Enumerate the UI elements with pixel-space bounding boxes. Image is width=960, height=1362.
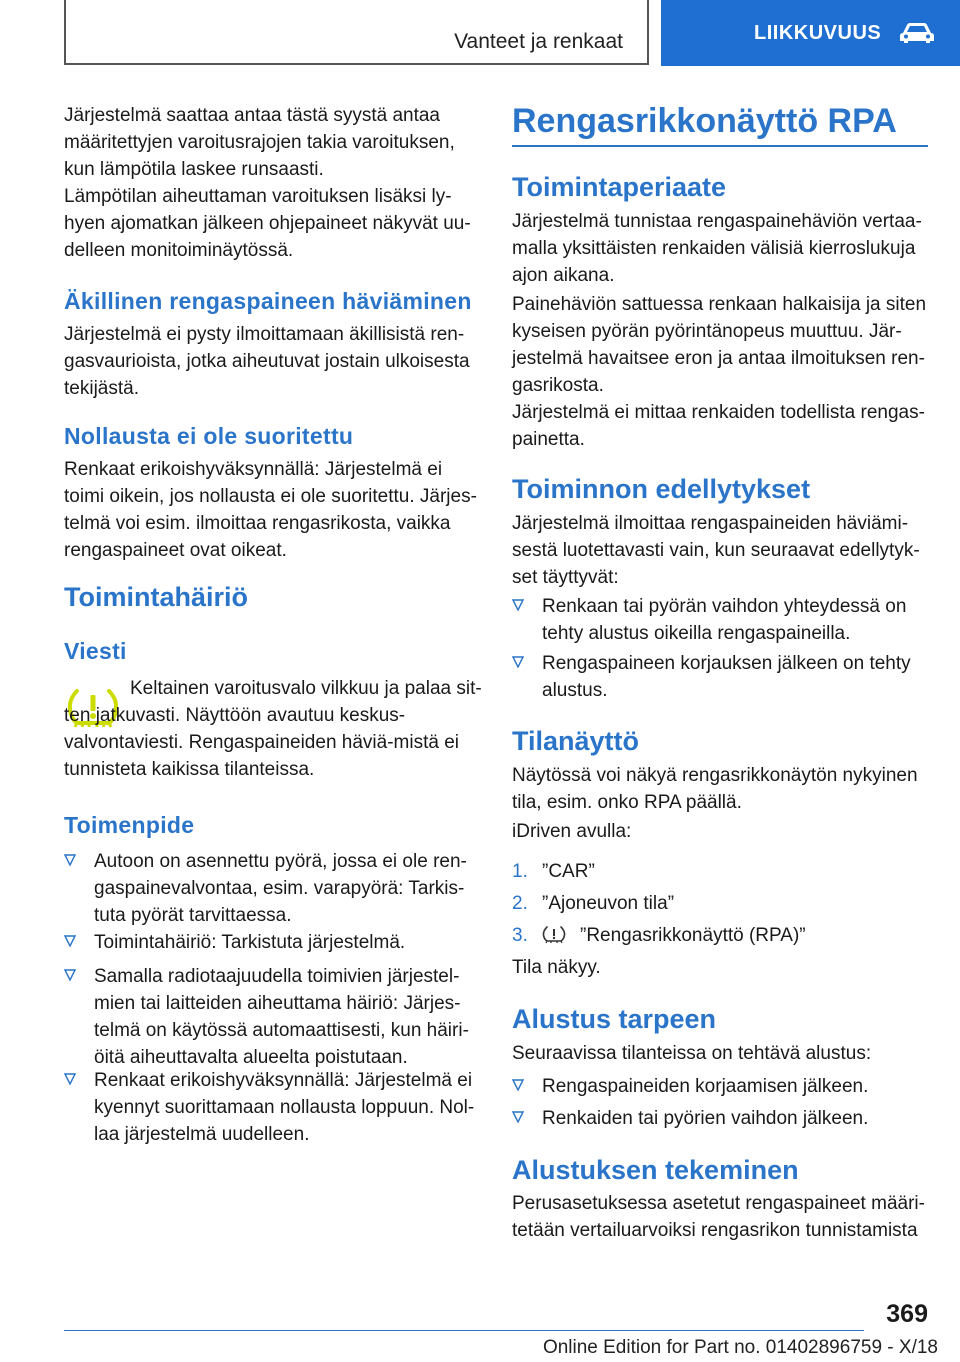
title-underline bbox=[512, 145, 928, 147]
list-item: Samalla radiotaajuudella toimivien järjestel-mien tai laitteiden aiheuttama häiriö: Järjes-telmä on käytössä automaattisesti, kun häiri-öitä aiheuttavalta alueelta poistutaan. bbox=[64, 963, 482, 1071]
list-item: Rengaspaineen korjauksen jälkeen on tehty alustus. bbox=[512, 650, 930, 704]
paragraph: Järjestelmä ei pysty ilmoittamaan äkillisistä ren-gasvaurioista, jotka aiheutuvat jostain ulkoisesta tekijästä. bbox=[64, 324, 470, 399]
heading-init-needed: Alustus tarpeen bbox=[512, 1004, 717, 1034]
paragraph: iDriven avulla: bbox=[512, 821, 632, 842]
paragraph: Seuraavissa tilanteissa on tehtävä alustus: bbox=[512, 1043, 872, 1064]
list-item: Renkaat erikoishyväksynnällä: Järjestelmä ei kyennyt suorittamaan nollausta loppuun. Nol-laa järjestelmä uudelleen. bbox=[64, 1067, 482, 1148]
list-item: 2. ”Ajoneuvon tila” bbox=[512, 893, 675, 914]
heading-requirements: Toiminnon edellytykset bbox=[512, 474, 811, 504]
heading-malfunction: Toimintahäiriö bbox=[64, 582, 249, 612]
bullet-triangle-icon bbox=[512, 1079, 524, 1091]
list-item: Autoon on asennettu pyörä, jossa ei ole ren-gaspainevalvontaa, esim. varapyörä: Tarkis-tuta pyörät tarvittaessa. bbox=[64, 848, 482, 929]
chapter-label: LIIKKUVUUS bbox=[754, 21, 882, 44]
section-title: Vanteet ja renkaat bbox=[454, 30, 623, 53]
paragraph: Järjestelmä saattaa antaa tästä syystä antaa määritettyjen varoitusrajojen takia varoituksen, kun lämpötila laskee runsaasti. bbox=[64, 105, 455, 180]
bullet-triangle-icon bbox=[512, 656, 524, 668]
paragraph: Renkaat erikoishyväksynnällä: Järjestelmä ei toimi oikein, jos nollausta ei ole suoritettu. Järjes-telmä voi esim. ilmoittaa rengasrikosta, vaikka rengaspaineet ovat oikeat. bbox=[64, 459, 477, 561]
bullet-triangle-icon bbox=[64, 969, 76, 981]
bullet-triangle-icon bbox=[64, 854, 76, 866]
paragraph: Näytössä voi näkyä rengasrikkonäytön nykyinen tila, esim. onko RPA päällä. bbox=[512, 765, 918, 813]
paragraph: Tila näkyy. bbox=[512, 957, 601, 978]
list-item: Toimintahäiriö: Tarkistuta järjestelmä. bbox=[64, 929, 482, 956]
heading-message: Viesti bbox=[64, 638, 127, 664]
header-section-box bbox=[64, 0, 649, 65]
list-item: Renkaan tai pyörän vaihdon yhteydessä on tehty alustus oikeilla rengaspaineilla. bbox=[512, 593, 930, 647]
paragraph: Lämpötilan aiheuttaman varoituksen lisäksi ly-hyen ajomatkan jälkeen ohjepaineet näkyvät uu-delleen monitoiminäytössä. bbox=[64, 186, 471, 261]
heading-reset: Nollausta ei ole suoritettu bbox=[64, 423, 354, 449]
heading-do-init: Alustuksen tekeminen bbox=[512, 1155, 799, 1185]
paragraph: Järjestelmä ei mittaa renkaiden todellista rengas-painetta. bbox=[512, 402, 925, 450]
tire-warning-small-icon bbox=[542, 924, 566, 944]
bullet-triangle-icon bbox=[64, 1073, 76, 1085]
paragraph: Perusasetuksessa asetetut rengaspaineet määri-tetään vertailuarvoiksi rengasrikon tunnistamista bbox=[512, 1193, 925, 1241]
chapter-tab bbox=[661, 0, 960, 66]
car-icon bbox=[897, 21, 937, 45]
bullet-triangle-icon bbox=[512, 599, 524, 611]
heading-status: Tilanäyttö bbox=[512, 726, 640, 756]
page-title: Rengasrikkonäyttö RPA bbox=[512, 102, 897, 140]
list-item: Renkaiden tai pyörien vaihdon jälkeen. bbox=[512, 1105, 930, 1132]
footer-rule bbox=[64, 1330, 864, 1331]
heading-sudden-loss: Äkillinen rengaspaineen häviäminen bbox=[64, 288, 472, 314]
page-header bbox=[0, 0, 960, 66]
list-item: Rengaspaineiden korjaamisen jälkeen. bbox=[512, 1073, 930, 1100]
paragraph: Järjestelmä ilmoittaa rengaspaineiden häviämi-sestä luotettavasti vain, kun seuraavat edellytyk-set täyttyvät: bbox=[512, 513, 920, 588]
bullet-triangle-icon bbox=[512, 1111, 524, 1123]
list-item: 1. ”CAR” bbox=[512, 861, 595, 882]
paragraph: Järjestelmä tunnistaa rengaspainehäviön vertaa-malla yksittäisten renkaiden välisiä kierroslukuja ajon aikana. bbox=[512, 211, 922, 286]
bullet-triangle-icon bbox=[64, 935, 76, 947]
page-number: 369 bbox=[886, 1300, 928, 1328]
heading-action: Toimenpide bbox=[64, 812, 195, 838]
heading-principle: Toimintaperiaate bbox=[512, 172, 727, 202]
paragraph-message: Keltainen varoitusvalo vilkkuu ja palaa sit-ten jatkuvasti. Näyttöön avautuu keskus-valvontaviesti. Rengaspaineiden häviä-mistä ei tunnisteta kaikissa tilanteissa. bbox=[64, 678, 482, 780]
list-item: 3. ”Rengasrikkonäyttö (RPA)” bbox=[512, 925, 806, 946]
edition-footer: Online Edition for Part no. 01402896759 - X/18 bbox=[542, 1337, 938, 1358]
paragraph: Painehäviön sattuessa renkaan halkaisija ja siten kyseisen pyörän pyörintänopeus muuttuu. Jär-jestelmä havaitsee eron ja antaa ilmoituksen ren-gasrikosta. bbox=[512, 294, 927, 396]
